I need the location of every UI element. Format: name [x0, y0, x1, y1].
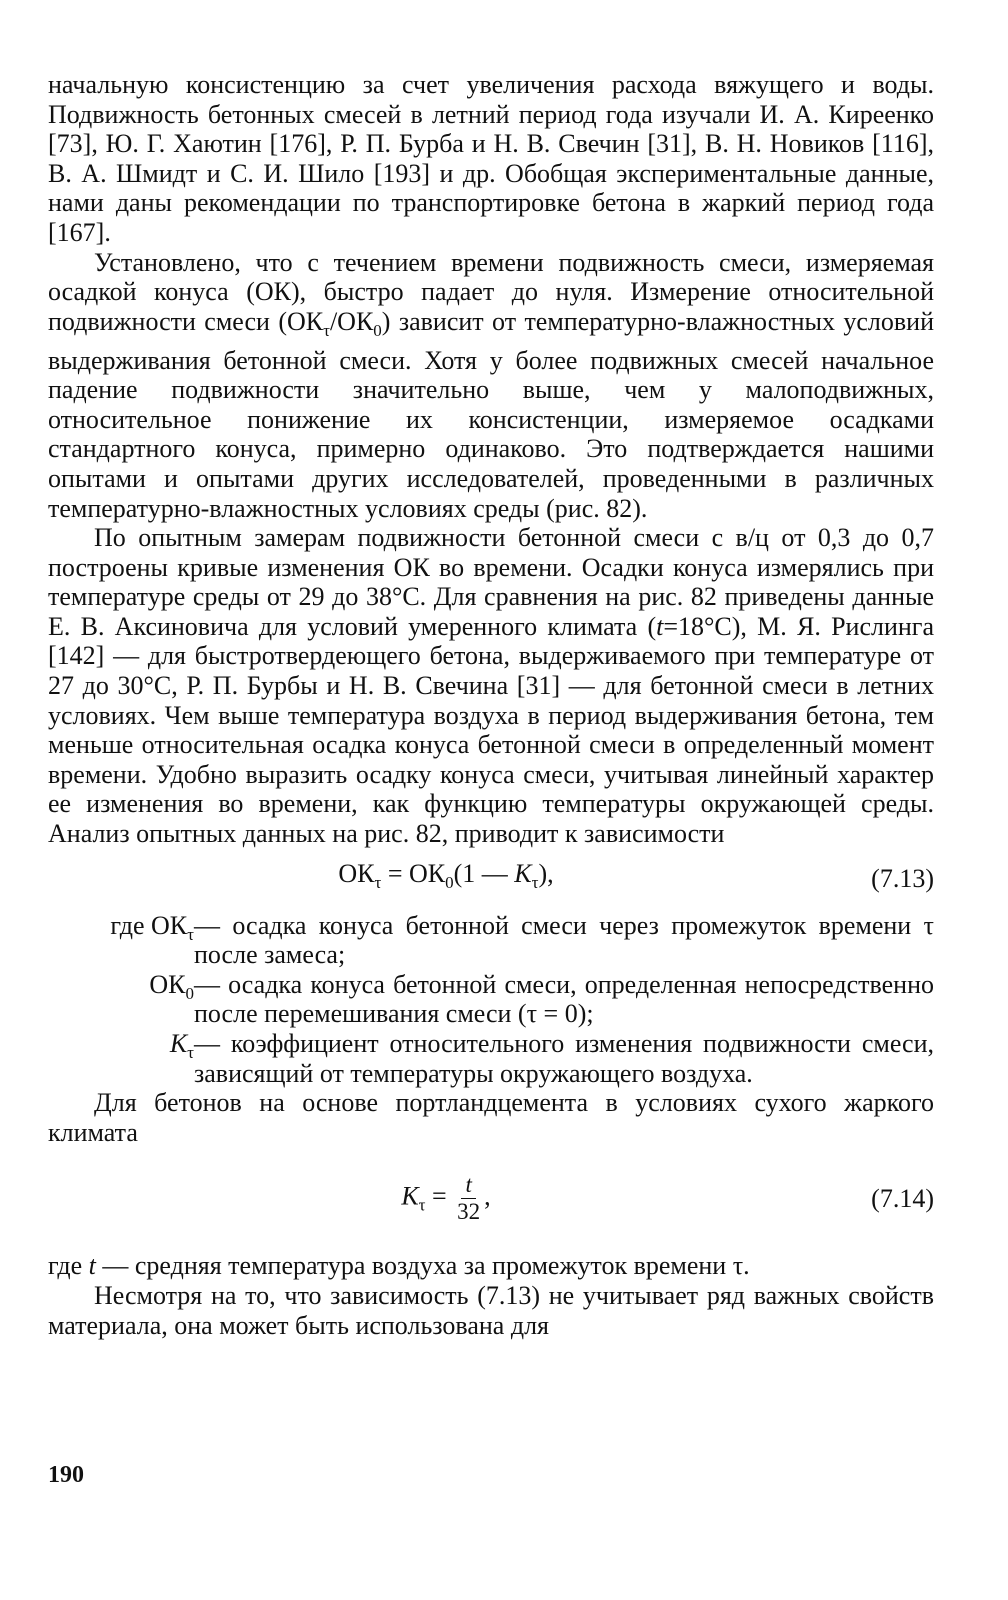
- definition-ok-tau: где $ОК_\tau$ — осадка конуса бетонной смеси через промежуток времени τ после замеса;: [110, 910, 934, 970]
- fraction: $\frac{t}{32}$: [457, 1171, 481, 1224]
- page-number: 190: [48, 1462, 84, 1488]
- formula-7-13: $ОК_\tau = ОК_0(1$ — $K_\tau$), (7.13): [338, 859, 934, 893]
- paragraph-last: Несмотря на то, что зависимость (7.13) не учитывает ряд важных свойств материала, она может быть использована для: [48, 1280, 934, 1340]
- definition-ok-0: $ОК_0$ — осадка конуса бетонной смеси, определенная непосредственно после перемешивания смеси (τ = 0);: [149, 969, 934, 1029]
- definition-k-tau: $K_\tau$ — коэффициент относительного изменения подвижности смеси, зависящий от температуры окружающего воздуха.: [169, 1029, 934, 1088]
- paragraph-climate: Для бетонов на основе портландцемента в условиях сухого жаркого климата: [48, 1088, 934, 1147]
- paragraph-1: начальную консистенцию за счет увеличения расхода вяжущего и воды. Подвижность бетонных смесей в летний период года изучали И. А. Киреенко [73], Ю. Г. Хаютин [176], Р. П. Бурба и Н. В. Свечин [31], В. Н. Новиков [116], В. А. Шмидт и С. И. Шило [193] и др. Обобщая экспериментальные данные, нами даны рекомендации по транспортировке бетона в жаркий период года [167].: [48, 70, 934, 247]
- equation-number: (7.14): [871, 1183, 934, 1213]
- definitions-list: [48, 911, 934, 1089]
- body-text: [48, 70, 934, 1340]
- paragraph-3: По опытным замерам подвижности бетонной смеси с в/ц от 0,3 до 0,7 построены кривые изменения ОК во времени. Осадки конуса измерялись при температуре среды от 29 до 38°С. Для сравнения на рис. 82 приведены данные Е. В. Аксиновича для условий умеренного климата (t=18°С), М. Я. Рислинга [142] — для быстротвердеющего бетона, выдерживаемого при температуре от 27 до 30°С, Р. П. Бурбы и Н. В. Свечина [31] — для бетонной смеси в летних условиях. Чем выше температура воздуха в период выдерживания бетона, тем меньше относительная осадка конуса бетонной смеси в определенный момент времени. Удобно выразить осадку конуса смеси, учитывая линейный характер ее изменения во времени, как функцию температуры окружающей среды. Анализ опытных данных на рис. 82, приводит к зависимости: [48, 523, 934, 849]
- formula-7-14: $K_\tau$ = $\frac{t}{32}$ , (7.14): [401, 1171, 934, 1224]
- paragraph-2: Установлено, что с течением времени подвижность смеси, измеряемая осадкой конуса (ОК), быстро падает до нуля. Измерение относительной подвижности смеси $(ОК_\tau/ОК_0)$ зависит от температурно-влажностных условий выдерживания бетонной смеси. Хотя у более подвижных смесей начальное падение подвижности значительно выше, чем у малоподвижных, относительное понижение их консистенции, измеряемое осадками стандартного конуса, примерно одинаково. Это подтверждается нашими опытами и опытами других исследователей, проведенными в различных температурно-влажностных условиях среды (рис. 82).: [48, 247, 934, 523]
- equation-number: (7.13): [871, 863, 934, 893]
- paragraph-where-t: где t — средняя температура воздуха за промежуток времени τ.: [48, 1251, 750, 1281]
